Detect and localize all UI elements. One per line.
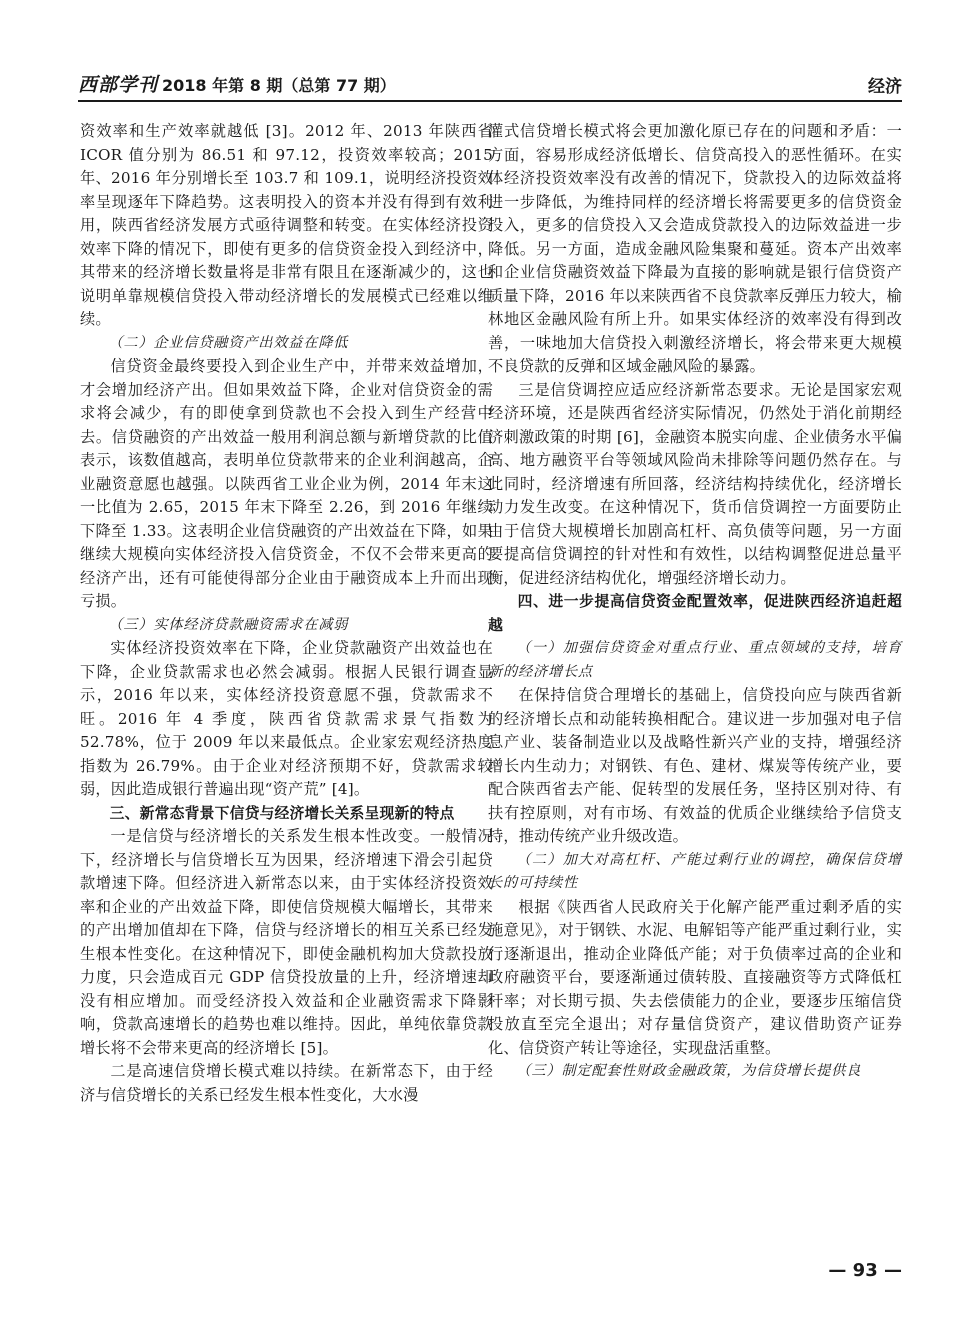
page-header xyxy=(78,70,902,102)
section-heading: 四、进一步提高信贷资金配置效率，促进陕西经济追赶超越 xyxy=(488,593,902,634)
paragraph: 信贷资金最终要投入到企业生产中，并带来效益增加，才会增加经济产出。但如果效益下降，企业对信贷资金的需求将会减少，有的即使拿到贷款也不会投入到生产经营中去。信贷融资的产出效益一般用利润总额与新增贷款的比值表示，该数值越高，表明单位贷款带来的企业利润越高，企业融资意愿也越强。以陕西省工业企业为例，2014 年末这一比值为 2.65，2015 年末下降至 2.26，到 2016 年继续下降至 1.33。这表明企业信贷融资的产出效益在下降，如果继续大规模向实体经济投入信贷资金，不仅不会带来更高的经济产出，还有可能使得部分企业由于融资成本上升而出现亏损。 xyxy=(80,357,493,610)
subsection-heading: （二）企业信贷融资产出效益在降低 xyxy=(108,334,349,351)
section-heading: 三、新常态背景下信贷与经济增长关系呈现新的特点 xyxy=(109,804,455,822)
left-column xyxy=(80,120,493,1107)
paragraph-continued: 灌式信贷增长模式将会更加激化原已存在的问题和矛盾：一方面，容易形成经济低增长、信贷高投入的恶性循环。在实体经济投资效率没有改善的情况下，贷款投入的边际效益将进一步降低，为维持同样的经济增长将需要更多的信贷资金投入，更多的信贷投入又会造成贷款投入的边际效益进一步降低。另一方面，造成金融风险集聚和蔓延。资本产出效率和企业信贷融资效益下降最为直接的影响就是银行信贷资产质量下降，2016 年以来陕西省不良贷款率反弹压力较大，榆林地区金融风险有所上升。如果实体经济的效率没有得到改善，一味地加大信贷投入刺激经济增长，将会带来更大规模不良贷款的反弹和区域金融风险的暴露。 xyxy=(488,122,902,375)
right-column xyxy=(488,120,902,1084)
section-name: 经济 xyxy=(868,77,902,97)
page-number: — 93 — xyxy=(828,1260,902,1281)
issue-info: 2018 年第 8 期（总第 77 期） xyxy=(162,76,396,95)
paragraph: 一是信贷与经济增长的关系发生根本性改变。一般情况下，经济增长与信贷增长互为因果，经济增速下滑会引起贷款增速下降。但经济进入新常态以来，由于实体经济投资效率和企业的产出效益下降，即使信贷规模大幅增长，其带来的产出增加值却在下降，信贷与经济增长的相互关系已经发生根本性变化。在这种情况下，即使金融机构加大贷款投放力度，只会造成百元 GDP 信贷投放量的上升，经济增速却没有相应增加。而受经济投入效益和企业融资需求下降影响，贷款高速增长的趋势也难以维持。因此，单纯依靠贷款增长将不会带来更高的经济增长 [5]。 xyxy=(80,827,493,1057)
journal-name: 西部学刊 xyxy=(78,74,159,96)
paragraph: 二是高速信贷增长模式难以持续。在新常态下，由于经济与信贷增长的关系已经发生根本性变化，大水漫 xyxy=(80,1062,493,1104)
subsection-heading: （二）加大对高杠杆、产能过剩行业的调控，确保信贷增长的可持续性 xyxy=(488,851,902,891)
paragraph-continued: 资效率和生产效率就越低 [3]。2012 年、2013 年陕西省 ICOR 值分别为 86.51 和 97.12，投资效率较高；2015 年、2016 年分别增长至 103.7 和 109.1，说明经济投资效率呈现逐年下降趋势。这表明投入的资本并没有得到有效利用，陕西省经济发展方式亟待调整和转变。在实体经济投资效率下降的情况下，即使有更多的信贷资金投入到经济中，其带来的经济增长数量将是非常有限且在逐渐减少的，这也说明单靠规模信贷投入带动经济增长的发展模式已经难以维续。 xyxy=(80,122,493,328)
paragraph: 根据《陕西省人民政府关于化解产能严重过剩矛盾的实施意见》，对于钢铁、水泥、电解铝等产能严重过剩行业，实行逐渐退出，推动企业降低产能；对于负债率过高的企业和政府融资平台，要逐渐通过债转股、直接融资等方式降低杠杆率；对长期亏损、失去偿债能力的企业，要逐步压缩信贷投放直至完全退出；对存量信贷资产，建议借助资产证券化、信贷资产转让等途径，实现盘活重整。 xyxy=(488,897,902,1057)
paragraph: 实体经济投资效率在下降，企业贷款融资产出效益也在下降，企业贷款需求也必然会减弱。根据人民银行调查显示，2016 年以来，实体经济投资意愿不强，贷款需求不旺。2016 年 4 季度，陕西省贷款需求景气指数为 52.78%，位于 2009 年以来最低点。企业家宏观经济热度指数为 26.79%。由于企业对经济预期不好，贷款需求较弱，因此造成银行普遍出现“资产荒” [4]。 xyxy=(80,639,493,798)
subsection-heading: （三）实体经济贷款融资需求在减弱 xyxy=(108,616,349,633)
subsection-heading: （三）制定配套性财政金融政策，为信贷增长提供良 xyxy=(516,1063,862,1079)
header-journal-info xyxy=(78,70,396,97)
subsection-heading: （一）加强信贷资金对重点行业、重点领域的支持，培育新的经济增长点 xyxy=(488,640,902,680)
paragraph: 在保持信贷合理增长的基础上，信贷投向应与陕西省新的经济增长点和动能转换相配合。建议进一步加强对电子信息产业、装备制造业以及战略性新兴产业的支持，增强经济增长内生动力；对钢铁、有色、建材、煤炭等传统产业，要配合陕西省去产能、促转型的发展任务，坚持区别对待、有扶有控原则，对有市场、有效益的优质企业继续给予信贷支持，推动传统产业升级改造。 xyxy=(488,686,902,845)
paragraph: 三是信贷调控应适应经济新常态要求。无论是国家宏观经济环境，还是陕西省经济实际情况，仍然处于消化前期经济刺激政策的时期 [6]，金融资本脱实向虚、企业债务水平偏高、地方融资平台等领域风险尚未排除等问题仍然存在。与此同时，经济增速有所回落，经济结构持续优化，经济增长动力发生改变。在这种情况下，货币信贷调控一方面要防止由于信贷大规模增长加剧高杠杆、高负债等问题，另一方面要提高信贷调控的针对性和有效性，以结构调整促进总量平衡，促进经济结构优化，增强经济增长动力。 xyxy=(488,380,902,587)
